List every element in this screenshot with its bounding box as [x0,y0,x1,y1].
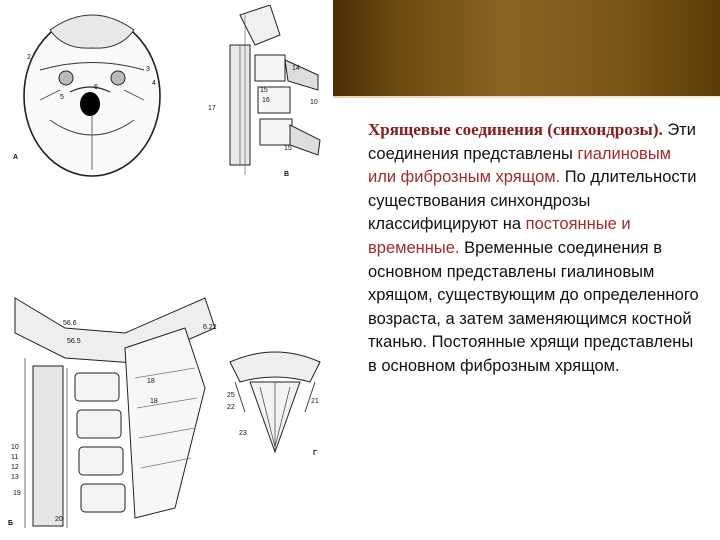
spine-section-figure [5,288,220,536]
callout-number: 19 [13,490,21,497]
callout-number: 10 [11,444,19,451]
text-plain: Эти соединения представлены [368,121,696,163]
callout-number: 11 [11,454,19,461]
callout-number: 4 [152,80,156,87]
figure-label-b: В [284,171,290,178]
callout-number: 25 [227,392,235,399]
callout-number: 20 [55,516,63,523]
callout-number: 6 [94,84,98,91]
decorative-header-band [333,0,720,96]
occipital-ligaments-figure [225,342,325,462]
callout-number: 5 [60,94,64,101]
callout-number: 17 [208,105,216,112]
callout-number: 18 [147,378,155,385]
callout-number: 56.6 [63,320,77,327]
callout-number: 3 [146,66,150,73]
callout-number: 14 [292,65,300,72]
callout-number: 15 [260,87,268,94]
callout-number: 13 [11,474,19,481]
skull-base-figure [10,0,170,178]
figure-label-c: Б [8,520,14,527]
skull-base-drawing [10,0,170,178]
callout-number: 18 [150,398,158,405]
spine-section-drawing [5,288,220,536]
text-accent: постоянные и временные. [368,215,631,257]
header-divider [333,96,720,98]
figure-label-d: Г [313,450,317,457]
text-plain: По длительности существования синхондрозы классифицируют на [368,168,697,234]
callout-number: 22 [227,404,235,411]
text-plain: Временные соединения в основном представлены гиалиновым хрящом, существующим до определенного возраста, а затем заменяющимся костной тканью. Постоянные хрящи представлены в основном фиброзным хрящом. [368,238,699,375]
section-title: Хрящевые соединения (синхондрозы). [368,120,663,139]
figure-label-a: А [13,154,19,161]
callout-number: 15 [284,145,292,152]
callout-number: 6.22 [203,324,217,331]
description-text [368,118,703,379]
callout-number: 16 [262,97,270,104]
occipital-ligaments-drawing [225,342,325,462]
text-accent: гиалиновым или фиброзным хрящом. [368,144,672,187]
callout-number: 56.5 [67,338,81,345]
callout-number: 12 [11,464,19,471]
callout-number: 10 [310,99,318,106]
callout-number: 21 [311,398,319,405]
callout-number: 2 [27,54,31,61]
spine-lateral-figure [200,5,330,180]
callout-number: 23 [239,430,247,437]
